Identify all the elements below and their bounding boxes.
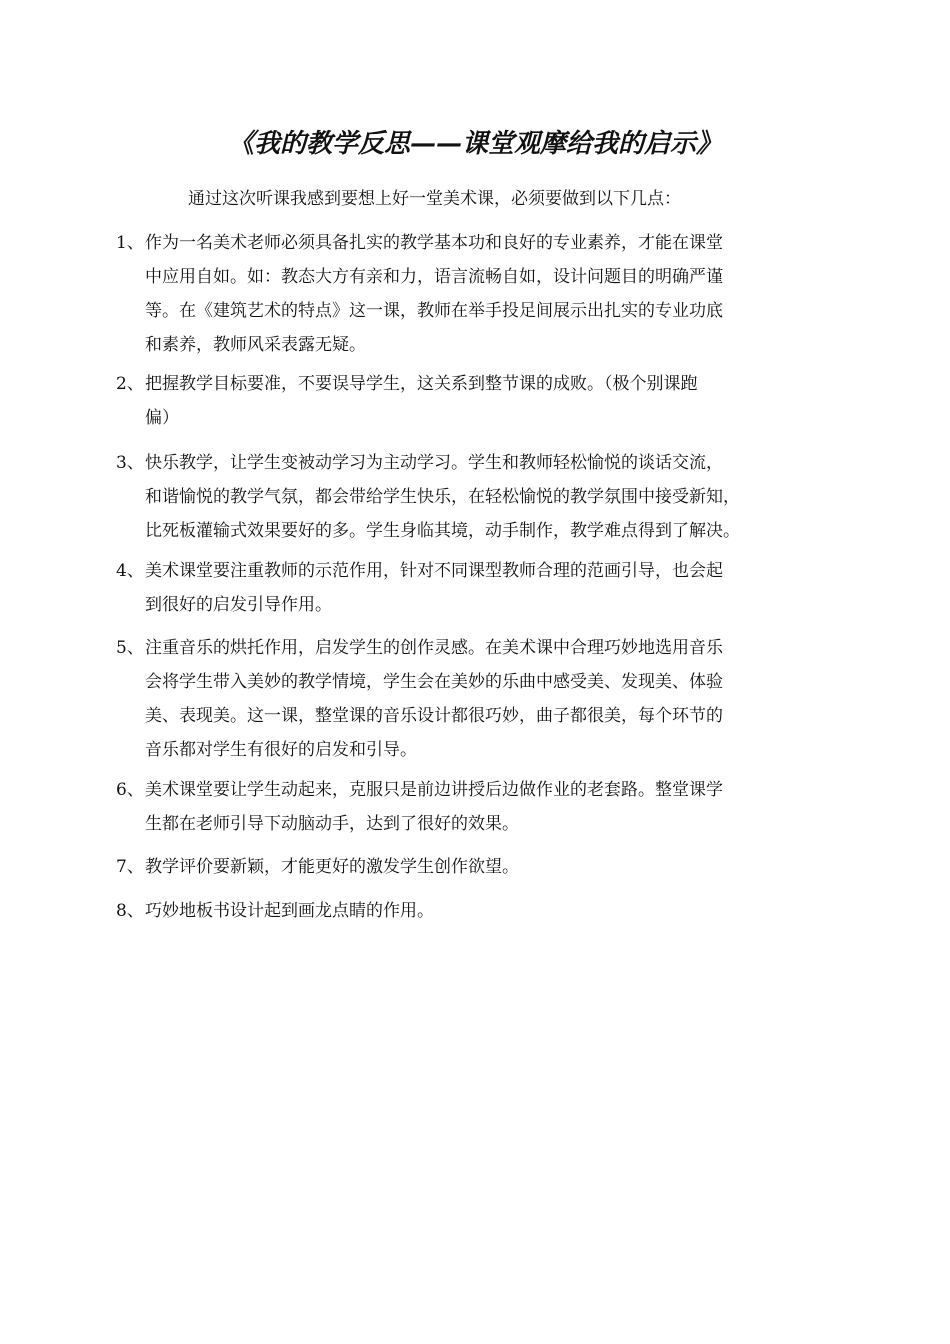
- list-item-line: 快乐教学，让学生变被动学习为主动学习。学生和教师轻松愉悦的谈话交流，: [145, 453, 723, 473]
- list-item-line: 作为一名美术老师必须具备扎实的教学基本功和良好的专业素养，才能在课堂: [145, 233, 723, 253]
- intro-paragraph: 通过这次听课我感到要想上好一堂美术课，必须要做到以下几点：: [188, 189, 681, 209]
- document-title: 《我的教学反思——课堂观摩给我的启示》: [227, 129, 722, 159]
- list-item-line: 到很好的启发引导作用。: [145, 595, 332, 615]
- list-item-number: 4、: [116, 561, 144, 581]
- list-item-line: 生都在老师引导下动脑动手，达到了很好的效果。: [145, 814, 519, 834]
- list-item-line: 美术课堂要让学生动起来，克服只是前边讲授后边做作业的老套路。整堂课学: [145, 780, 723, 800]
- list-item-line: 会将学生带入美妙的教学情境，学生会在美妙的乐曲中感受美、发现美、体验: [145, 672, 723, 692]
- list-item-line: 美术课堂要注重教师的示范作用，针对不同课型教师合理的范画引导，也会起: [145, 561, 723, 581]
- list-item-line: 和谐愉悦的教学气氛，都会带给学生快乐，在轻松愉悦的教学氛围中接受新知，: [145, 487, 740, 507]
- list-item-number: 2、: [116, 374, 144, 394]
- list-item-line: 巧妙地板书设计起到画龙点睛的作用。: [145, 901, 434, 921]
- list-item-number: 7、: [116, 857, 144, 877]
- list-item-line: 注重音乐的烘托作用，启发学生的创作灵感。在美术课中合理巧妙地选用音乐: [145, 638, 723, 658]
- list-item-line: 教学评价要新颖，才能更好的激发学生创作欲望。: [145, 857, 519, 877]
- list-item-line: 音乐都对学生有很好的启发和引导。: [145, 740, 417, 760]
- list-item-line: 和素养，教师风采表露无疑。: [145, 335, 366, 355]
- list-item-number: 5、: [116, 638, 144, 658]
- list-item-number: 1、: [116, 233, 144, 253]
- list-item-number: 3、: [116, 453, 144, 473]
- list-item-line: 把握教学目标要准，不要误导学生，这关系到整节课的成败。（极个别课跑: [145, 374, 698, 394]
- list-item-number: 8、: [116, 901, 144, 921]
- list-item-line: 中应用自如。如：教态大方有亲和力，语言流畅自如，设计问题目的明确严谨: [145, 267, 723, 287]
- list-item-number: 6、: [116, 780, 144, 800]
- list-item-line: 等。在《建筑艺术的特点》这一课，教师在举手投足间展示出扎实的专业功底: [145, 301, 723, 321]
- list-item-line: 比死板灌输式效果要好的多。学生身临其境，动手制作，教学难点得到了解决。: [145, 521, 740, 541]
- list-item-line: 美、表现美。这一课，整堂课的音乐设计都很巧妙，曲子都很美，每个环节的: [145, 706, 723, 726]
- list-item-line: 偏）: [145, 408, 179, 428]
